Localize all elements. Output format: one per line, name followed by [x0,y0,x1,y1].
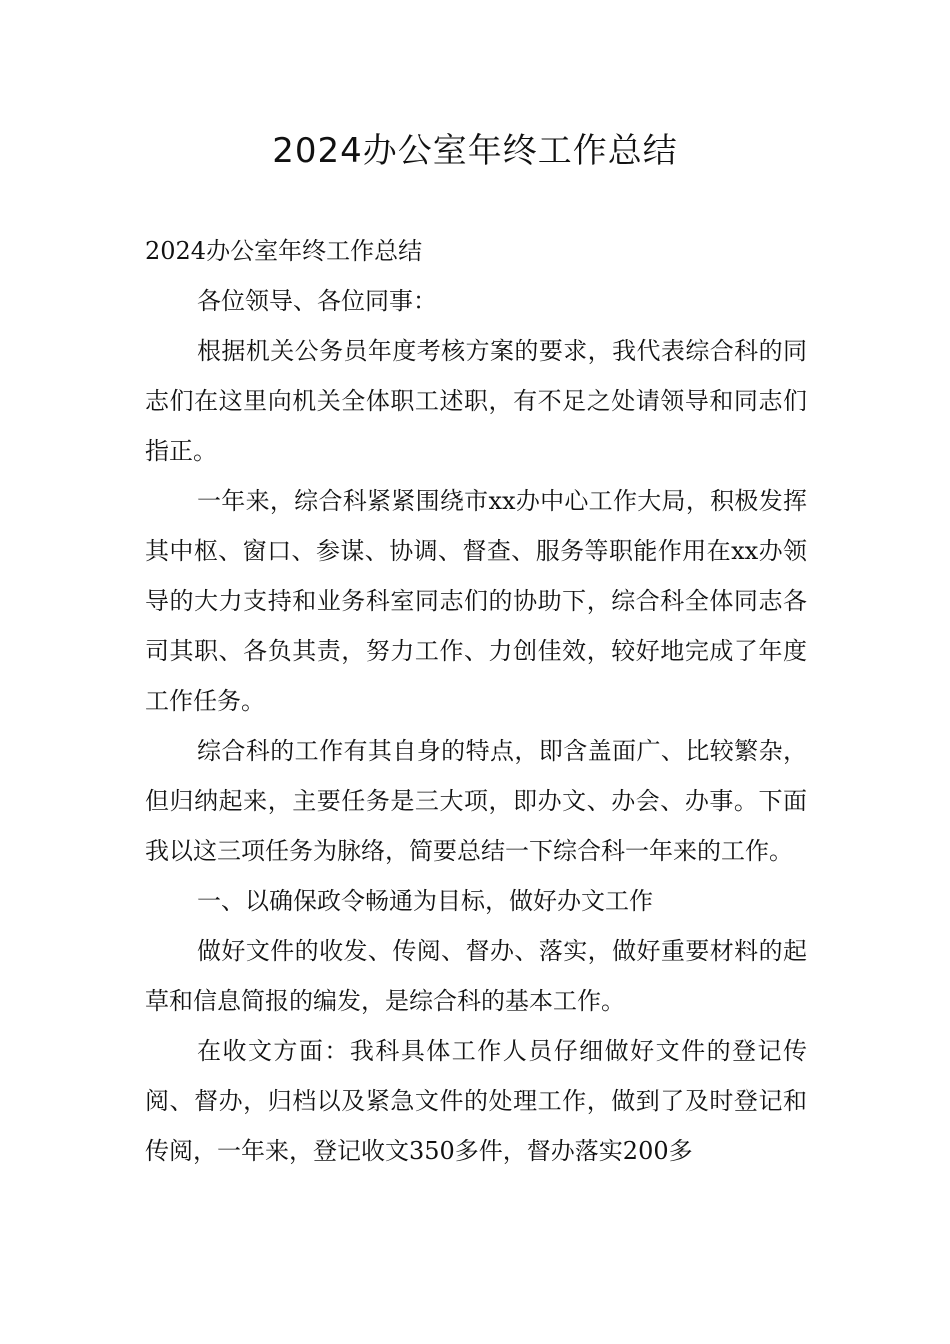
document-subtitle: 2024办公室年终工作总结 [145,237,423,265]
document-title: 2024办公室年终工作总结 [272,131,678,171]
paragraph-intro: 根据机关公务员年度考核方案的要求，我代表综合科的同志们在这里向机关全体职工述职，有不足之处请领导和同志们指正。 [145,337,807,465]
paragraph-salutation: 各位领导、各位同事： [197,287,437,315]
document-body [145,226,807,1176]
paragraph-overview: 一年来，综合科紧紧围绕市xx办中心工作大局，积极发挥其中枢、窗口、参谋、协调、督查、服务等职能作用在xx办领导的大力支持和业务科室同志们的协助下，综合科全体同志各司其职、各负其责，努力工作、力创佳效，较好地完成了年度工作任务。 [145,487,807,715]
section-heading-1: 一、以确保政令畅通为目标，做好办文工作 [197,887,653,915]
paragraph-characteristics: 综合科的工作有其自身的特点，即含盖面广、比较繁杂，但归纳起来，主要任务是三大项，即办文、办会、办事。下面我以这三项任务为脉络，简要总结一下综合科一年来的工作。 [145,737,807,865]
paragraph-receiving-documents: 在收文方面：我科具体工作人员仔细做好文件的登记传阅、督办，归档以及紧急文件的处理工作，做到了及时登记和传阅，一年来，登记收文350多件，督办落实200多 [145,1037,807,1165]
paragraph-basic-work: 做好文件的收发、传阅、督办、落实，做好重要材料的起草和信息简报的编发，是综合科的基本工作。 [145,937,807,1015]
